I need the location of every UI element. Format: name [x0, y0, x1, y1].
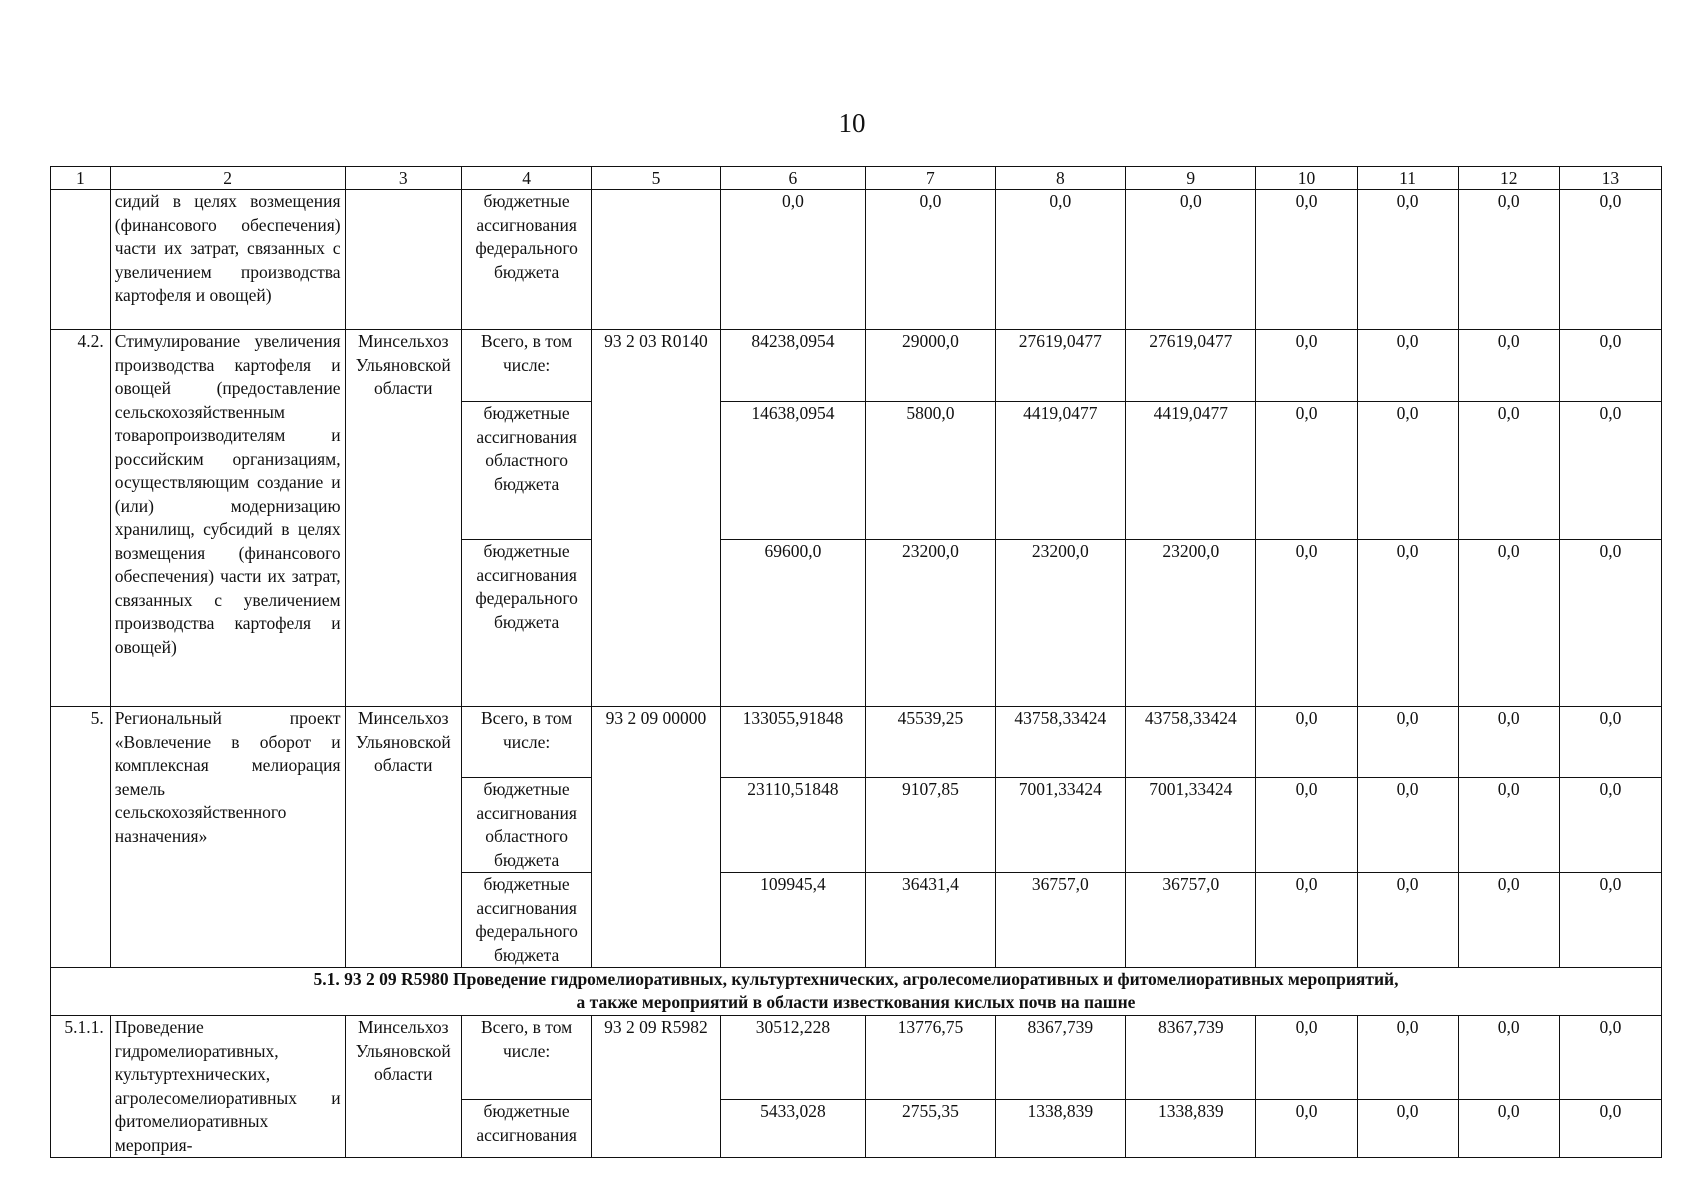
value-cell: 84238,0954 [720, 330, 866, 402]
budget-code: 93 2 09 00000 [592, 707, 720, 968]
value-cell: 45539,25 [866, 707, 995, 778]
value-cell: 13776,75 [866, 1016, 995, 1100]
value-cell: 0,0 [1256, 873, 1357, 968]
column-header: 5 [592, 167, 720, 190]
value-cell: 0,0 [1458, 190, 1559, 330]
value-cell: 0,0 [1559, 1016, 1661, 1100]
value-cell: 29000,0 [866, 330, 995, 402]
executor [345, 190, 461, 330]
value-cell: 69600,0 [720, 540, 866, 707]
value-cell: 36757,0 [1126, 873, 1256, 968]
value-cell: 5800,0 [866, 402, 995, 540]
value-cell: 23200,0 [995, 540, 1125, 707]
table-row [51, 1016, 1662, 1100]
value-cell: 43758,33424 [995, 707, 1125, 778]
funding-source: Всего, в том числе: [461, 330, 591, 402]
value-cell: 0,0 [1559, 402, 1661, 540]
budget-code [592, 190, 720, 330]
value-cell: 36757,0 [995, 873, 1125, 968]
value-cell: 27619,0477 [1126, 330, 1256, 402]
value-cell: 0,0 [1559, 873, 1661, 968]
section-title-line: 5.1. 93 2 09 R5980 Проведение гидромелиоративных, культуртехнических, агролесомелиоративных и фитомелиоративных мероприятий, [313, 969, 1399, 989]
column-header: 11 [1357, 167, 1458, 190]
funding-source: бюджетные ассигнования федерального бюджета [461, 540, 591, 707]
value-cell: 0,0 [1357, 190, 1458, 330]
value-cell: 8367,739 [1126, 1016, 1256, 1100]
executor: Минсельхоз Ульяновской области [345, 707, 461, 968]
activity-description: Проведение гидромелиоративных, культуртехнических, агролесомелиоративных и фитомелиоративных мероприя- [110, 1016, 345, 1158]
executor: Минсельхоз Ульяновской области [345, 330, 461, 707]
value-cell: 0,0 [1559, 330, 1661, 402]
funding-source: бюджетные ассигнования федерального бюджета [461, 190, 591, 330]
value-cell: 0,0 [1559, 540, 1661, 707]
value-cell: 0,0 [1357, 778, 1458, 873]
column-header: 6 [720, 167, 866, 190]
column-header: 1 [51, 167, 111, 190]
column-header: 9 [1126, 167, 1256, 190]
value-cell: 1338,839 [1126, 1100, 1256, 1158]
value-cell: 0,0 [1357, 540, 1458, 707]
value-cell: 0,0 [1357, 1100, 1458, 1158]
value-cell: 0,0 [720, 190, 866, 330]
value-cell: 0,0 [1357, 873, 1458, 968]
value-cell: 27619,0477 [995, 330, 1125, 402]
value-cell: 0,0 [1559, 190, 1661, 330]
budget-code: 93 2 09 R5982 [592, 1016, 720, 1158]
value-cell: 0,0 [1357, 402, 1458, 540]
value-cell: 0,0 [1256, 330, 1357, 402]
value-cell: 23200,0 [866, 540, 995, 707]
column-header: 10 [1256, 167, 1357, 190]
value-cell: 0,0 [1458, 402, 1559, 540]
value-cell: 0,0 [995, 190, 1125, 330]
value-cell: 0,0 [1458, 873, 1559, 968]
funding-source: бюджетные ассигнования федерального бюджета [461, 873, 591, 968]
value-cell: 0,0 [1256, 707, 1357, 778]
value-cell: 23110,51848 [720, 778, 866, 873]
page-number: 10 [838, 108, 866, 138]
value-cell: 0,0 [866, 190, 995, 330]
value-cell: 7001,33424 [995, 778, 1125, 873]
value-cell: 0,0 [1256, 540, 1357, 707]
value-cell: 14638,0954 [720, 402, 866, 540]
section-title [51, 968, 1662, 1016]
section-title-line: а также мероприятий в области известкования кислых почв на пашне [576, 992, 1136, 1012]
funding-source: Всего, в том числе: [461, 707, 591, 778]
executor: Минсельхоз Ульяновской области [345, 1016, 461, 1158]
funding-source: бюджетные ассигнования областного бюджета [461, 778, 591, 873]
budget-code: 93 2 03 R0140 [592, 330, 720, 707]
value-cell: 0,0 [1559, 707, 1661, 778]
value-cell: 0,0 [1458, 1016, 1559, 1100]
value-cell: 5433,028 [720, 1100, 866, 1158]
value-cell: 4419,0477 [995, 402, 1125, 540]
activity-description: сидий в целях возмещения (финансового обеспечения) части их затрат, связанных с увеличением производства картофеля и овощей) [110, 190, 345, 330]
column-header: 13 [1559, 167, 1661, 190]
value-cell: 0,0 [1559, 1100, 1661, 1158]
column-number-row [51, 167, 1662, 190]
table-row [51, 707, 1662, 778]
column-header: 8 [995, 167, 1125, 190]
value-cell: 0,0 [1458, 778, 1559, 873]
value-cell: 1338,839 [995, 1100, 1125, 1158]
budget-table [50, 166, 1662, 1158]
column-header: 4 [461, 167, 591, 190]
activity-description: Региональный проект «Вовлечение в оборот и комплексная мелиорация земель сельскохозяйственного назначения» [110, 707, 345, 968]
funding-source: Всего, в том числе: [461, 1016, 591, 1100]
column-header: 7 [866, 167, 995, 190]
table-row [51, 190, 1662, 330]
value-cell: 0,0 [1559, 778, 1661, 873]
value-cell: 0,0 [1256, 1100, 1357, 1158]
value-cell: 0,0 [1357, 707, 1458, 778]
value-cell: 0,0 [1458, 540, 1559, 707]
value-cell: 30512,228 [720, 1016, 866, 1100]
table-row [51, 330, 1662, 402]
value-cell: 2755,35 [866, 1100, 995, 1158]
row-number: 5. [51, 707, 111, 968]
value-cell: 43758,33424 [1126, 707, 1256, 778]
value-cell: 7001,33424 [1126, 778, 1256, 873]
value-cell: 0,0 [1458, 330, 1559, 402]
value-cell: 8367,739 [995, 1016, 1125, 1100]
value-cell: 0,0 [1256, 190, 1357, 330]
value-cell: 109945,4 [720, 873, 866, 968]
column-header: 3 [345, 167, 461, 190]
activity-description: Стимулирование увеличения производства картофеля и овощей (предоставление сельскохозяйственным товаропроизводителям и российским организациям, осуществляющим создание и (или) модернизацию хранилищ, субсидий в целях возмещения (финансового обеспечения) части их затрат, связанных с увеличением производства картофеля и овощей) [110, 330, 345, 707]
value-cell: 0,0 [1458, 707, 1559, 778]
value-cell: 133055,91848 [720, 707, 866, 778]
funding-source: бюджетные ассигнования [461, 1100, 591, 1158]
value-cell: 0,0 [1126, 190, 1256, 330]
column-header: 2 [110, 167, 345, 190]
value-cell: 4419,0477 [1126, 402, 1256, 540]
value-cell: 0,0 [1357, 330, 1458, 402]
value-cell: 23200,0 [1126, 540, 1256, 707]
value-cell: 0,0 [1256, 778, 1357, 873]
value-cell: 9107,85 [866, 778, 995, 873]
funding-source: бюджетные ассигнования областного бюджета [461, 402, 591, 540]
value-cell: 0,0 [1256, 1016, 1357, 1100]
value-cell: 36431,4 [866, 873, 995, 968]
value-cell: 0,0 [1357, 1016, 1458, 1100]
row-number: 4.2. [51, 330, 111, 707]
value-cell: 0,0 [1458, 1100, 1559, 1158]
section-heading-row [51, 968, 1662, 1016]
row-number: 5.1.1. [51, 1016, 111, 1158]
row-number [51, 190, 111, 330]
column-header: 12 [1458, 167, 1559, 190]
value-cell: 0,0 [1256, 402, 1357, 540]
